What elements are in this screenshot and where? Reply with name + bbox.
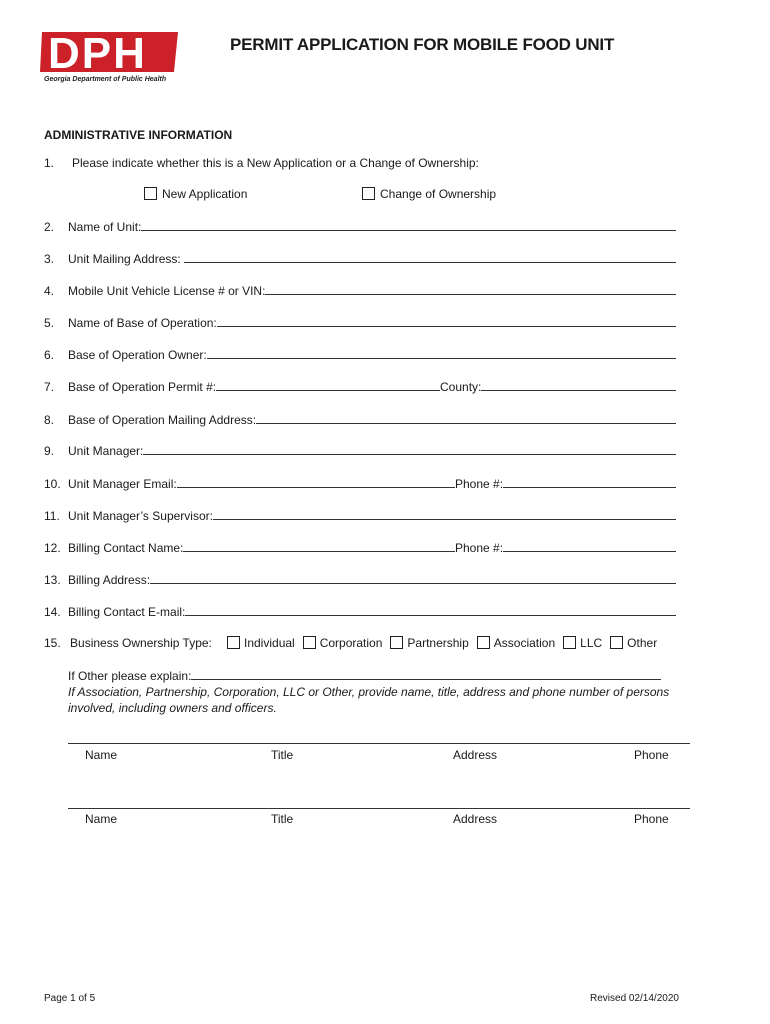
- field-input-line-secondary[interactable]: [481, 379, 676, 391]
- page-number: Page 1 of 5: [44, 993, 96, 1004]
- signature-line-1[interactable]: [68, 743, 690, 744]
- field-row: [44, 604, 676, 619]
- field-row: [44, 315, 676, 330]
- question-number: 8.: [44, 413, 55, 427]
- field-row: [44, 412, 676, 427]
- individual-label: Individual: [244, 636, 295, 650]
- individual-checkbox[interactable]: [227, 636, 240, 649]
- ownership-option-association[interactable]: [477, 636, 555, 650]
- field-label: Mobile Unit Vehicle License # or VIN:: [68, 284, 266, 298]
- option-change-of-ownership[interactable]: [362, 187, 496, 201]
- field-label: Base of Operation Permit #:: [68, 380, 217, 394]
- ownership-note: If Association, Partnership, Corporation, LLC or Other, provide name, title, address and phone number of persons involved, including owners and officers.: [68, 685, 670, 715]
- question-number: 6.: [44, 348, 55, 362]
- ownership-option-llc[interactable]: [563, 636, 602, 650]
- question-number: 13.: [44, 573, 61, 587]
- field-input-line-secondary[interactable]: [503, 476, 676, 488]
- field-input-line[interactable]: [185, 604, 676, 616]
- page-title: PERMIT APPLICATION FOR MOBILE FOOD UNIT: [230, 35, 615, 54]
- field-input-line[interactable]: [177, 476, 455, 488]
- question-number: 7.: [44, 380, 55, 394]
- llc-checkbox[interactable]: [563, 636, 576, 649]
- field-label: Name of Unit:: [68, 220, 142, 234]
- field-row: [44, 347, 676, 362]
- ownership-option-partnership[interactable]: [390, 636, 468, 650]
- other-explain-field[interactable]: [68, 668, 661, 683]
- association-checkbox[interactable]: [477, 636, 490, 649]
- partnership-checkbox[interactable]: [390, 636, 403, 649]
- field-row: [44, 283, 676, 298]
- question-number: 1.: [44, 156, 55, 170]
- question-number: 15.: [44, 636, 61, 650]
- col-name-1: Name: [85, 748, 118, 762]
- field-label: Billing Contact Name:: [68, 541, 184, 555]
- ownership-option-other[interactable]: [610, 636, 657, 650]
- col-name-2: Name: [85, 812, 118, 826]
- field-row: [44, 476, 676, 491]
- col-title-1: Title: [271, 748, 294, 762]
- question-number: 12.: [44, 541, 61, 555]
- field-row: [44, 251, 676, 266]
- field-input-line[interactable]: [213, 508, 676, 520]
- field-input-line[interactable]: [207, 347, 676, 359]
- question-number: 3.: [44, 252, 55, 266]
- question-15: [44, 636, 212, 650]
- question-1: [44, 156, 54, 170]
- field-row: [44, 540, 676, 555]
- business-ownership-label: Business Ownership Type:: [70, 636, 212, 650]
- field-label: Base of Operation Mailing Address:: [68, 413, 257, 427]
- col-phone-2: Phone: [634, 812, 669, 826]
- field-row: [44, 443, 676, 458]
- col-title-2: Title: [271, 812, 294, 826]
- field-label: Base of Operation Owner:: [68, 348, 207, 362]
- field-row: [44, 572, 676, 587]
- question-number: 9.: [44, 444, 55, 458]
- question-number: 11.: [44, 509, 60, 523]
- field-input-line[interactable]: [141, 219, 676, 231]
- question-number: 2.: [44, 220, 55, 234]
- question-number: 4.: [44, 284, 55, 298]
- other-checkbox[interactable]: [610, 636, 623, 649]
- field-label: Unit Manager Email:: [68, 477, 177, 491]
- field-input-line[interactable]: [216, 379, 440, 391]
- ownership-options: [227, 636, 665, 650]
- partnership-label: Partnership: [407, 636, 469, 650]
- field-input-line[interactable]: [183, 540, 455, 552]
- logo-letters: DPH: [48, 29, 147, 78]
- question-1-text: Please indicate whether this is a New Application or a Change of Ownership:: [72, 156, 479, 170]
- field-input-line[interactable]: [150, 572, 676, 584]
- field-label-secondary: Phone #:: [455, 477, 504, 491]
- other-label: Other: [627, 636, 658, 650]
- col-phone-1: Phone: [634, 748, 669, 762]
- col-address-2: Address: [453, 812, 498, 826]
- logo-subtitle: Georgia Department of Public Health: [44, 76, 167, 83]
- llc-label: LLC: [580, 636, 603, 650]
- field-label: Unit Manager’s Supervisor:: [68, 509, 213, 523]
- field-label: Billing Address:: [68, 573, 151, 587]
- field-label-secondary: Phone #:: [455, 541, 504, 555]
- field-label: Unit Mailing Address:: [68, 252, 185, 266]
- field-input-line[interactable]: [256, 412, 676, 424]
- field-label: Name of Base of Operation:: [68, 316, 217, 330]
- field-input-line[interactable]: [184, 251, 676, 263]
- ownership-option-corporation[interactable]: [303, 636, 383, 650]
- option-new-application[interactable]: [144, 187, 247, 201]
- other-explain-label: If Other please explain:: [68, 669, 192, 683]
- question-number: 10.: [44, 477, 61, 491]
- question-number: 5.: [44, 316, 55, 330]
- association-label: Association: [493, 636, 556, 650]
- field-row: [44, 379, 676, 394]
- section-title: ADMINISTRATIVE INFORMATION: [44, 128, 233, 142]
- new-application-label: New Application: [162, 187, 248, 201]
- corporation-checkbox[interactable]: [303, 636, 316, 649]
- field-input-line[interactable]: [143, 443, 676, 455]
- field-label: Billing Contact E-mail:: [68, 605, 186, 619]
- signature-line-2[interactable]: [68, 808, 690, 809]
- ownership-option-individual[interactable]: [227, 636, 295, 650]
- col-address-1: Address: [453, 748, 498, 762]
- field-input-line-secondary[interactable]: [503, 540, 676, 552]
- field-label: Unit Manager:: [68, 444, 144, 458]
- change-of-ownership-checkbox[interactable]: [362, 187, 375, 200]
- field-input-line[interactable]: [217, 315, 676, 327]
- question-number: 14.: [44, 605, 61, 619]
- corporation-label: Corporation: [319, 636, 383, 650]
- change-of-ownership-label: Change of Ownership: [380, 187, 497, 201]
- new-application-checkbox[interactable]: [144, 187, 157, 200]
- other-explain-line[interactable]: [191, 668, 661, 680]
- field-row: [44, 508, 676, 523]
- revised-date: Revised 02/14/2020: [590, 993, 679, 1004]
- field-label-secondary: County:: [440, 380, 482, 394]
- field-input-line[interactable]: [265, 283, 676, 295]
- field-row: [44, 219, 676, 234]
